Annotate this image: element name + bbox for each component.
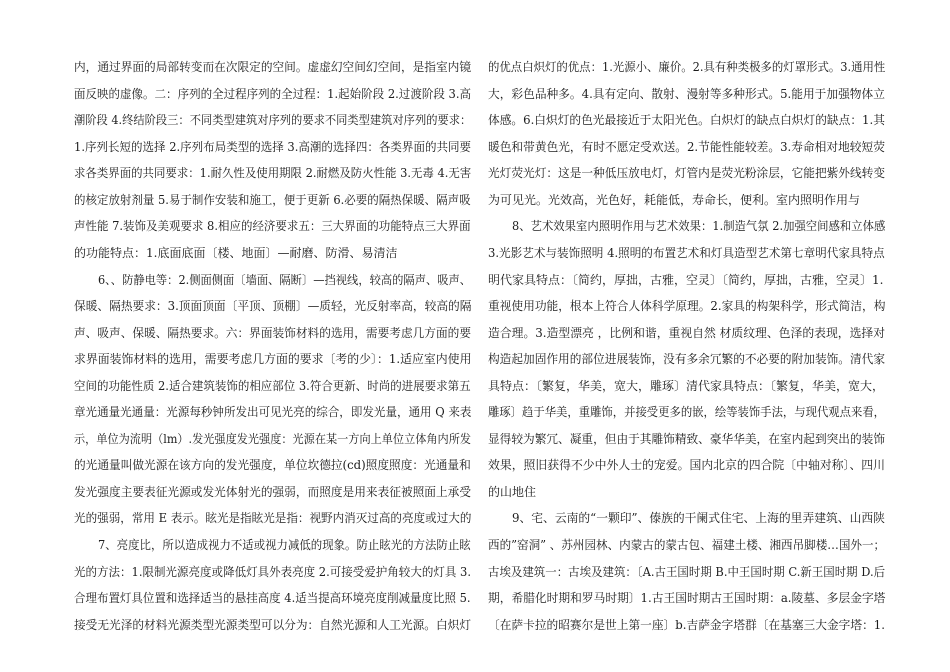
text-line: 声、吸声、保暖、隔热要求。六：界面装饰材料的选用，需要考虑几方面的要 [74,326,472,340]
text-line: 声性能 7.装饰及美观要求 8.相应的经济要求五：三大界面的功能特点三大界面 [74,219,471,233]
text-line: 的光通量叫做光源在该方向的发光强度，单位坎德拉(cd)照度照度：光通量和 [74,458,471,472]
text-line: 6、、防静电等：2.侧面侧面〔墙面、隔断〕—挡视线，较高的隔声、吸声、 [98,273,472,287]
text-line: 合理布置灯具位置和选择适当的悬挂高度 4.适当提高环境亮度削减量度比照 5. [74,591,471,605]
text-line: 的核定放射剂量 5.易于制作安装和施工，便于更新 6.必要的隔热保暖、隔声吸 [74,193,471,207]
text-line: 期，希腊化时期和罗马时期〕1.古王国时期古王国时期：a.陵墓、多层金字塔 [488,591,886,605]
text-line: 章光通量光通量：光源每秒钟所发出可见光亮的综合，即发光量，通用 Q 来表 [74,405,472,419]
text-line: 的功能特点：1.底面底面〔楼、地面〕—耐磨、防滑、易清洁 [74,246,398,260]
text-line: 暖色和带黄色光，有时不愿定受欢送。2.节能性能较差。3.寿命相对地较短荧 [488,140,885,154]
text-line: 1.序列长短的选择 2.序列布局类型的选择 3.高潮的选择四：各类界面的共同要 [74,140,471,154]
text-line: 〔在萨卡拉的昭赛尔是世上第一座〕b.吉萨金字塔群〔在基塞三大金字塔：1. [488,618,885,632]
text-line: 示，单位为流明（lm）.发光强度发光强度：光源在某一方向上单位立体角内所发 [74,432,472,446]
text-line: 内，通过界面的局部转变而在次限定的空间。虚虚幻空间幻空间，是指室内镜 [74,60,472,74]
text-line: 为可见光。光效高，光色好，耗能低，寿命长，便利。室内照明作用与 [488,193,861,207]
text-line: 发光强度主要表征光源或发光体射光的强弱，而照度是用来表征被照面上承受 [74,485,472,499]
text-line: 光灯荧光灯：这是一种低压放电灯，灯管内是荧光粉涂层，它能把紫外线转变 [488,166,886,180]
text-line: 保暖、隔热要求：3.顶面顶面〔平顶、顶棚〕—质轻，光反射率高，较高的隔 [74,299,472,313]
text-line: 具特点：〔繁复，华美，宽大，雕琢〕清代家具特点：〔繁复，华美，宽大， [488,379,885,393]
text-line: 空间的功能性质 2.适合建筑装饰的相应部位 3.符合更新、时尚的进展要求第五 [74,379,471,393]
text-line: 体感。6.白炽灯的色光最接近于太阳光色。白炽灯的缺点白炽灯的缺点：1.其 [488,113,885,127]
text-line: 重视使用功能，根本上符合人体科学原理。2.家具的构架科学，形式简洁，构 [488,299,886,313]
text-line: 接受无光泽的材料光源类型光源类型可以分为：自然光源和人工光源。白炽灯 [74,618,472,632]
text-line: 雕琢〕趋于华美，重雕饰，并接受更多的嵌，绘等装饰手法，与现代观点来看， [488,405,886,419]
text-line: 效果，照旧获得不少中外人士的宠爱。国内北京的四合院〔中轴对称〕、四川 [488,458,886,472]
text-line: 显得较为繁冗、凝重，但由于其雕饰精致、豪华华美，在室内起到突出的装饰 [488,432,886,446]
text-line: 大，彩色品种多。4.具有定向、散射、漫射等多种形式。5.能用于加强物体立 [488,87,885,101]
text-line: 造合理。3.造型漂亮 ，比例和谐，重视自然 材质纹理、色泽的表现，选择对 [488,326,886,340]
text-line: 求界面装饰材料的选用，需要考虑几方面的要求〔考的少〕：1.适应室内使用 [74,352,472,366]
text-line: 9、宅、云南的“一颗印”、傣族的干阑式住宅、上海的里弄建筑、山西陕 [512,511,885,525]
text-line: 明代家具特点：〔简约，厚拙，古雅，空灵〕〔简约，厚拙，古雅，空灵〕1. [488,273,884,287]
text-line: 7、亮度比，所以造成视力不适或视力减低的现象。防止眩光的方法防止眩 [98,538,471,552]
text-line: 西的”窑洞” 、苏州园林、内蒙古的蒙古包、福建土楼、湘西吊脚楼…国外一； [488,538,886,552]
text-line: 光的方法：1.限制光源亮度或降低灯具外表亮度 2.可接受爱护角较大的灯具 3. [74,565,471,579]
text-line: 潮阶段 4.终结阶段三：不同类型建筑对序列的要求不同类型建筑对序列的要求： [74,113,472,127]
text-line: 8、艺术效果室内照明作用与艺术效果：1.制造气氛 2.加强空间感和立体感 [512,219,886,233]
text-line: 的山地住 [488,485,537,499]
text-line: 构造起加固作用的部位进展装饰，没有多余冗繁的不必要的附加装饰。清代家 [488,352,886,366]
text-line: 面反映的虚像。二：序列的全过程序列的全过程：1.起始阶段 2.过渡阶段 3.高 [74,87,471,101]
text-line: 古埃及建筑一：古埃及建筑：〔A.古王国时期 B.中王国时期 C.新王国时期 D.后 [488,565,886,579]
text-line: 的优点白炽灯的优点：1.光源小、廉价。2.具有种类极多的灯罩形式。3.通用性 [488,60,886,74]
text-line: 3.光影艺术与装饰照明 4.照明的布置艺术和灯具造型艺术第七章明代家具特点 [488,246,885,260]
text-line: 求各类界面的共同要求：1.耐久性及使用期限 2.耐燃及防火性能 3.无毒 4.无害 [74,166,472,180]
text-line: 光的强弱，常用 E 表示。眩光是指眩光是指：视野内消灭过高的亮度或过大的 [74,511,472,525]
